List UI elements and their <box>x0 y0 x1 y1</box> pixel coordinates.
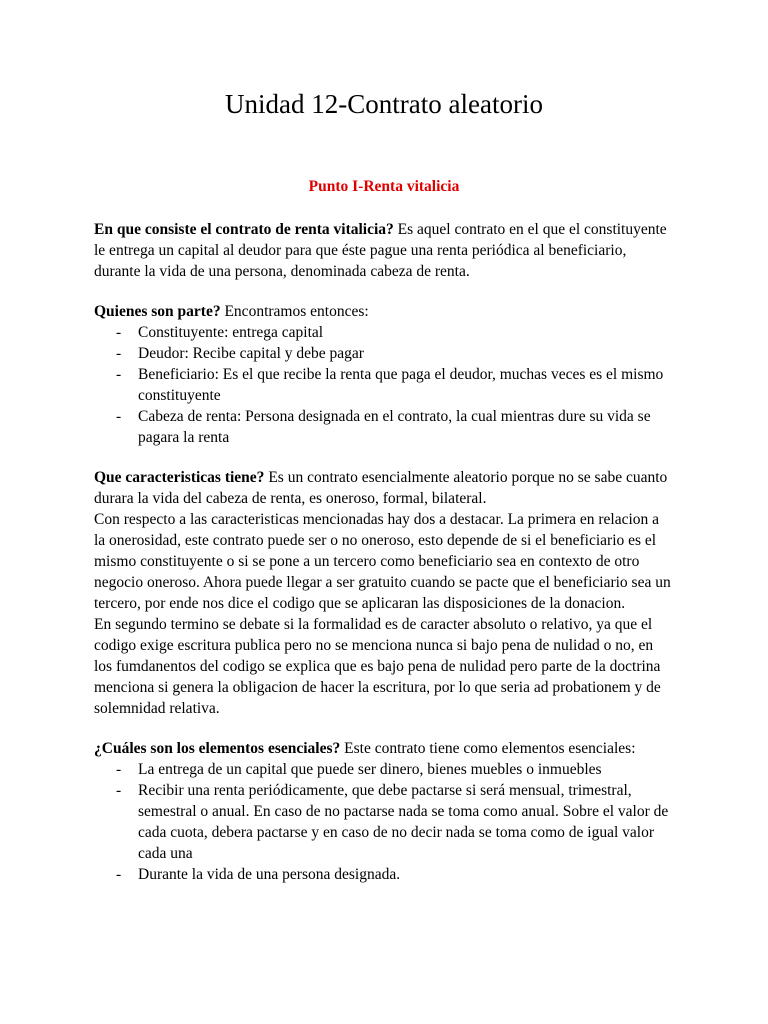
list-item-text: Beneficiario: Es el que recibe la renta que paga el deudor, muchas veces es el mismo constituyente <box>138 366 664 404</box>
paragraph-renta-vitalicia <box>94 219 674 282</box>
section-title: Punto I-Renta vitalicia <box>308 178 460 195</box>
list-bullet: - <box>116 324 122 341</box>
list-item-text: Recibir una renta periódicamente, que debe pactarse si será mensual, trimestral, semestral o anual. En caso de no pactarse nada se toma como anual. Sobre el valor de cada cuota, debera pactarse y en caso de no decir nada se toma como de igual valor cada una <box>138 782 669 862</box>
paragraph-formalidad: En segundo termino se debate si la formalidad es de caracter absoluto o relativo, ya que el codigo exige escritura publica pero no se menciona nunca si bajo pena de nulidad o no, en los fumdanentos del codigo se explica que es bajo pena de nulidad pero parte de la doctrina menciona si genera la obligacion de hacer la escritura, por lo que seria ad probationem y de solemnidad relativa. <box>94 616 661 717</box>
list-item <box>94 864 674 885</box>
paragraph-partes <box>94 301 674 322</box>
elementos-list <box>94 759 674 885</box>
list-item-text: Durante la vida de una persona designada. <box>138 866 401 883</box>
partes-list <box>94 322 674 448</box>
paragraph-caracteristicas <box>94 467 674 509</box>
list-item <box>94 759 674 780</box>
question-label: ¿Cuáles son los elementos esenciales? <box>94 740 341 757</box>
answer-text: Encontramos entonces: <box>220 303 369 320</box>
list-bullet: - <box>116 782 122 799</box>
paragraph-elementos <box>94 738 674 759</box>
list-item-text: Constituyente: entrega capital <box>138 324 324 341</box>
list-item-text: Cabeza de renta: Persona designada en el contrato, la cual mientras dure su vida se pagara la renta <box>138 408 651 446</box>
question-label: Quienes son parte? <box>94 303 221 320</box>
answer-text: Es un contrato esencialmente aleatorio porque no se sabe cuanto durara la vida del cabeza de renta, es oneroso, formal, bilateral. <box>94 469 668 507</box>
paragraph-onerosidad: Con respecto a las caracteristicas mencionadas hay dos a destacar. La primera en relacion a la onerosidad, este contrato puede ser o no oneroso, esto depende de si el beneficiario es el mismo constituyente o si se pone a un tercero como beneficiario sea en contexto de otro negocio oneroso. Ahora puede llegar a ser gratuito cuando se pacte que el beneficiario sea un tercero, por ende nos dice el codigo que se aplicaran las disposiciones de la donacion. <box>94 511 671 612</box>
list-bullet: - <box>116 866 122 883</box>
document-title: Unidad 12-Contrato aleatorio <box>225 89 543 119</box>
list-item-text: La entrega de un capital que puede ser dinero, bienes muebles o inmuebles <box>138 761 602 778</box>
list-bullet: - <box>116 408 122 425</box>
answer-text: Es aquel contrato en el que el constituyente le entrega un capital al deudor para que éste pague una renta periódica al beneficiario, durante la vida de una persona, denominada cabeza de renta. <box>94 221 667 280</box>
list-item <box>94 322 674 343</box>
question-label: Que caracteristicas tiene? <box>94 469 265 486</box>
list-item-text: Deudor: Recibe capital y debe pagar <box>138 345 364 362</box>
list-bullet: - <box>116 761 122 778</box>
answer-text: Este contrato tiene como elementos esenciales: <box>340 740 636 757</box>
list-bullet: - <box>116 366 122 383</box>
list-item <box>94 406 674 448</box>
question-label: En que consiste el contrato de renta vitalicia? <box>94 221 394 238</box>
list-item <box>94 343 674 364</box>
list-bullet: - <box>116 345 122 362</box>
list-item <box>94 780 674 864</box>
list-item <box>94 364 674 406</box>
